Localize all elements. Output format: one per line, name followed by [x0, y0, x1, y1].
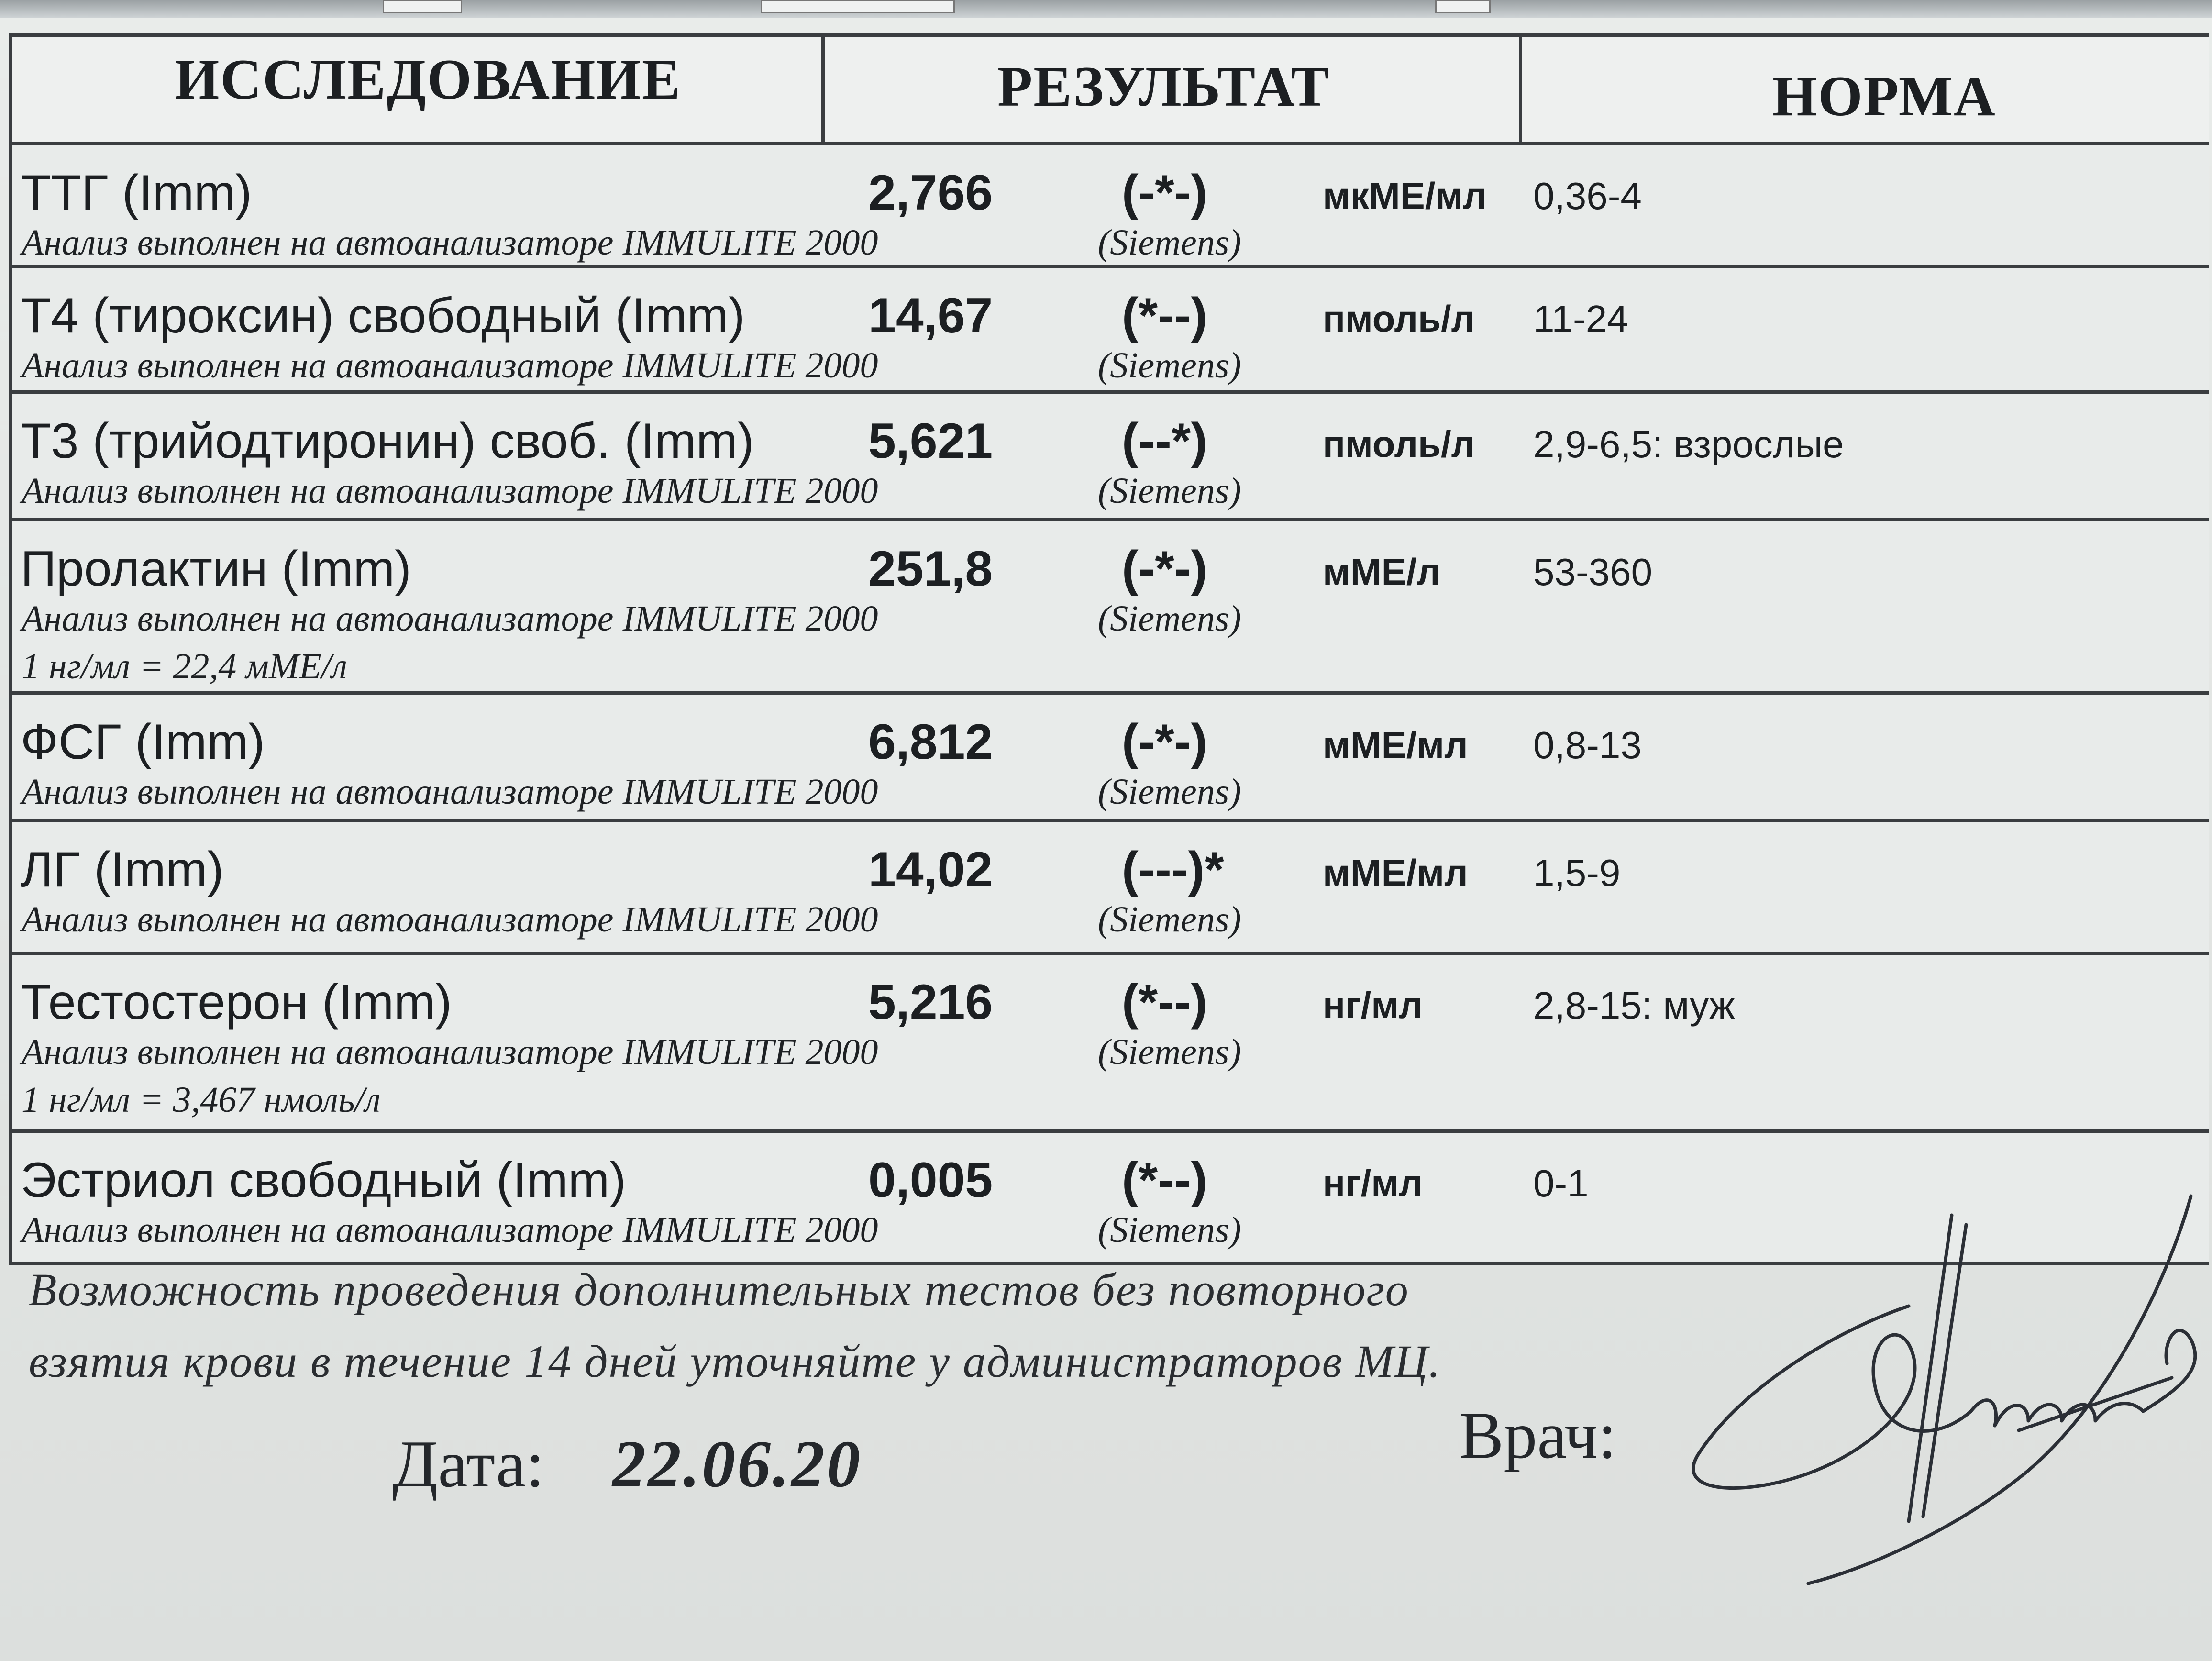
manufacturer: (Siemens): [1098, 222, 1241, 263]
reference-norm: 0-1: [1533, 1162, 1589, 1205]
top-strip-tab: [1435, 0, 1491, 13]
table-header: [9, 33, 2209, 145]
result-value: 2,766: [868, 165, 993, 221]
top-window-strip: [0, 0, 2212, 18]
footnote-line-2: взятия крови в течение 14 дней уточняйте у администраторов МЦ.: [29, 1336, 1441, 1387]
reference-norm: 1,5-9: [1533, 852, 1621, 894]
analyzer-note: Анализ выполнен на автоанализаторе IMMULITE 2000: [22, 345, 878, 386]
table-row: [9, 955, 2209, 1133]
top-strip-tab: [383, 0, 462, 13]
test-name: ФСГ (Imm): [21, 714, 265, 770]
analyzer-note: Анализ выполнен на автоанализаторе IMMULITE 2000: [22, 598, 878, 639]
result-unit: пмоль/л: [1323, 298, 1475, 340]
date-value: 22.06.20: [612, 1427, 862, 1501]
lab-results-document: [9, 33, 2209, 1265]
result-flag: (--*): [1122, 413, 1208, 469]
result-value: 14,02: [868, 842, 993, 897]
test-name: Т3 (трийодтиронин) своб. (Imm): [21, 413, 754, 469]
test-name: ЛГ (Imm): [21, 842, 224, 897]
manufacturer: (Siemens): [1098, 899, 1241, 940]
reference-norm: 2,9-6,5: взрослые: [1533, 423, 1844, 465]
table-row: [9, 268, 2209, 394]
test-name: Т4 (тироксин) свободный (Imm): [21, 288, 745, 343]
header-divider: [1519, 37, 1522, 142]
table-row: [9, 394, 2209, 521]
conversion-note: 1 нг/мл = 3,467 нмоль/л: [22, 1080, 381, 1120]
result-flag: (*--): [1122, 974, 1208, 1030]
result-unit: нг/мл: [1323, 984, 1423, 1026]
results-table-body: [9, 145, 2209, 1265]
test-name: ТТГ (Imm): [21, 165, 252, 221]
reference-norm: 0,36-4: [1533, 175, 1642, 217]
analyzer-note: Анализ выполнен на автоанализаторе IMMULITE 2000: [22, 1210, 878, 1250]
reference-norm: 11-24: [1533, 298, 1628, 340]
analyzer-note: Анализ выполнен на автоанализаторе IMMULITE 2000: [22, 471, 878, 511]
manufacturer: (Siemens): [1098, 471, 1241, 511]
analyzer-note: Анализ выполнен на автоанализаторе IMMULITE 2000: [22, 222, 878, 263]
result-unit: нг/мл: [1323, 1162, 1423, 1204]
manufacturer: (Siemens): [1098, 1032, 1241, 1072]
conversion-note: 1 нг/мл = 22,4 мМЕ/л: [22, 646, 347, 687]
result-flag: (*--): [1122, 288, 1208, 343]
top-strip-tab: [761, 0, 955, 13]
footnote-line-1: Возможность проведения дополнительных тестов без повторного: [29, 1264, 1409, 1315]
table-row: [9, 695, 2209, 822]
manufacturer: (Siemens): [1098, 1210, 1241, 1250]
manufacturer: (Siemens): [1098, 598, 1241, 639]
header-study: ИССЛЕДОВАНИЕ: [175, 47, 681, 111]
manufacturer: (Siemens): [1098, 772, 1241, 812]
header-divider: [821, 37, 825, 142]
result-value: 14,67: [868, 288, 993, 343]
result-value: 5,621: [868, 413, 993, 469]
result-flag: (-*-): [1122, 714, 1208, 770]
table-row: [9, 822, 2209, 955]
result-value: 251,8: [868, 541, 993, 597]
analyzer-note: Анализ выполнен на автоанализаторе IMMULITE 2000: [22, 772, 878, 812]
result-unit: мМЕ/мл: [1323, 724, 1468, 766]
test-name: Тестостерон (Imm): [21, 974, 452, 1030]
test-name: Эстриол свободный (Imm): [21, 1152, 626, 1208]
result-flag: (-*-): [1122, 541, 1208, 597]
manufacturer: (Siemens): [1098, 345, 1241, 386]
result-flag: (-*-): [1122, 165, 1208, 221]
test-name: Пролактин (Imm): [21, 541, 411, 597]
result-unit: мкМЕ/мл: [1323, 175, 1487, 217]
result-value: 6,812: [868, 714, 993, 770]
header-norm: НОРМА: [1772, 64, 1996, 128]
doctor-signature: [1684, 1186, 2210, 1607]
result-flag: (---)*: [1122, 842, 1224, 897]
header-result: РЕЗУЛЬТАТ: [997, 55, 1330, 118]
result-value: 5,216: [868, 974, 993, 1030]
reference-norm: 2,8-15: муж: [1533, 984, 1735, 1027]
date-label: Дата:: [392, 1427, 544, 1501]
analyzer-note: Анализ выполнен на автоанализаторе IMMULITE 2000: [22, 899, 878, 940]
analyzer-note: Анализ выполнен на автоанализаторе IMMULITE 2000: [22, 1032, 878, 1072]
reference-norm: 53-360: [1533, 551, 1653, 593]
result-unit: пмоль/л: [1323, 423, 1475, 465]
result-unit: мМЕ/л: [1323, 551, 1440, 593]
table-row: [9, 521, 2209, 695]
result-flag: (*--): [1122, 1152, 1208, 1208]
reference-norm: 0,8-13: [1533, 724, 1642, 766]
result-unit: мМЕ/мл: [1323, 852, 1468, 894]
result-value: 0,005: [868, 1152, 993, 1208]
doctor-label: Врач:: [1459, 1398, 1617, 1473]
table-row: [9, 145, 2209, 268]
